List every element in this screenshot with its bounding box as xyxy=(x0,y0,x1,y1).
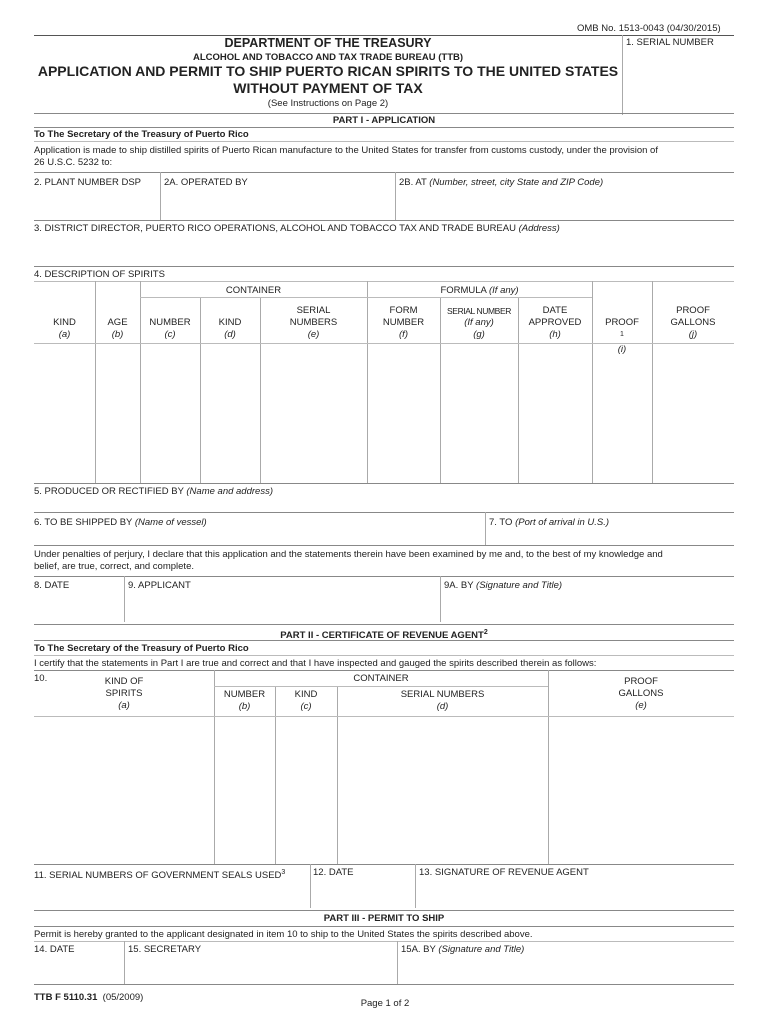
rule xyxy=(34,624,734,625)
field-2-label: 2. PLANT NUMBER DSP xyxy=(34,177,141,188)
col-serial-e: SERIAL NUMBERS (e) xyxy=(289,305,338,340)
rule xyxy=(34,640,734,641)
header-bottom-line xyxy=(34,716,734,717)
col-proof-gallons-j: PROOF GALLONS (j) xyxy=(670,305,716,340)
rule xyxy=(34,281,734,282)
rule xyxy=(34,141,734,142)
field-4-label: 4. DESCRIPTION OF SPIRITS xyxy=(34,269,165,280)
divider xyxy=(395,172,396,220)
application-date-input[interactable] xyxy=(34,593,122,619)
operated-by-input[interactable] xyxy=(162,190,393,218)
field-13-label: 13. SIGNATURE OF REVENUE AGENT xyxy=(419,867,589,878)
serial-number-field[interactable] xyxy=(624,48,734,110)
form-number: TTB F 5110.31 (05/2009) xyxy=(34,992,144,1003)
port-of-arrival-input[interactable] xyxy=(487,530,734,544)
field-9-label: 9. APPLICANT xyxy=(128,580,191,591)
rule xyxy=(34,670,734,671)
rule xyxy=(34,512,734,513)
rule xyxy=(34,864,734,865)
container-heading: CONTAINER xyxy=(225,285,282,296)
serial-number-label: 1. SERIAL NUMBER xyxy=(626,37,714,48)
part1-addressee: To The Secretary of the Treasury of Puerto Rico xyxy=(34,129,249,140)
secretary-signature-input[interactable] xyxy=(399,956,734,982)
divider xyxy=(397,941,398,984)
rule xyxy=(34,545,734,546)
certify-statement: I certify that the statements in Part I are true and correct and that I have inspected and gauged the spirits described therein as follows: xyxy=(34,658,597,669)
col-proof-i: PROOF $^1$ (i) xyxy=(605,317,639,356)
field-15a-label: 15A. BY (Signature and Title) xyxy=(401,944,525,955)
bureau-title: ALCOHOL AND TOBACCO AND TAX TRADE BUREAU (TTB) xyxy=(192,52,464,63)
field-10-label: 10. xyxy=(34,673,48,684)
rule xyxy=(34,984,734,985)
part1-intro: Application is made to ship distilled spirits of Puerto Rican manufacture to the United States for transfer from customs custody, under the provision of xyxy=(34,145,658,156)
plant-number-input[interactable] xyxy=(34,190,158,218)
rule xyxy=(34,113,734,114)
form-title-line1: APPLICATION AND PERMIT TO SHIP PUERTO RICAN SPIRITS TO THE UNITED STATES xyxy=(37,63,619,79)
agent-date-input[interactable] xyxy=(312,880,413,906)
field-5-label: 5. PRODUCED OR RECTIFIED BY (Name and address) xyxy=(34,486,273,497)
field-11-label: 11. SERIAL NUMBERS OF GOVERNMENT SEALS USED$^3$ xyxy=(34,869,286,882)
rule xyxy=(34,576,734,577)
serial-divider xyxy=(622,35,623,115)
seal-numbers-input[interactable] xyxy=(34,880,308,906)
secretary-input[interactable] xyxy=(126,956,395,982)
field-15-label: 15. SECRETARY xyxy=(128,944,202,955)
rule xyxy=(34,266,734,267)
col-number-c: NUMBER (c) xyxy=(149,317,191,340)
formula-heading: FORMULA (If any) xyxy=(440,285,519,296)
part2-addressee: To The Secretary of the Treasury of Puerto Rico xyxy=(34,643,249,654)
applicant-signature-input[interactable] xyxy=(442,593,734,619)
col-kind-c: KIND (c) xyxy=(294,689,318,712)
rule xyxy=(34,655,734,656)
subhead-line xyxy=(140,297,592,298)
col-serial-g: SERIAL NUMBER (If any) (g) xyxy=(447,306,511,340)
rule xyxy=(34,483,734,484)
revenue-agent-signature-input[interactable] xyxy=(417,880,734,906)
subhead-line xyxy=(214,686,548,687)
col-number-b: NUMBER (b) xyxy=(223,689,266,712)
perjury-statement-cont: belief, are true, correct, and complete. xyxy=(34,561,194,572)
col-proof-gallons-e: PROOF GALLONS (e) xyxy=(618,676,664,711)
perjury-statement: Under penalties of perjury, I declare that this application and the statements therein have been examined by me and, to the best of my knowledge and xyxy=(34,549,663,560)
field-2a-label: 2A. OPERATED BY xyxy=(164,177,248,188)
field-3-label: 3. DISTRICT DIRECTOR, PUERTO RICO OPERATIONS, ALCOHOL AND TOBACCO TAX AND TRADE BUREAU (Address) xyxy=(34,223,560,234)
col-serial-numbers-d: SERIAL NUMBERS (d) xyxy=(400,689,485,712)
rule xyxy=(34,127,734,128)
applicant-input[interactable] xyxy=(126,593,438,619)
part1-heading: PART I - APPLICATION xyxy=(332,115,436,126)
divider xyxy=(485,512,486,545)
divider xyxy=(160,172,161,220)
permit-date-input[interactable] xyxy=(34,956,122,982)
field-12-label: 12. DATE xyxy=(313,867,354,878)
part1-intro-cont: 26 U.S.C. 5232 to: xyxy=(34,157,113,168)
divider xyxy=(124,576,125,622)
rule xyxy=(34,910,734,911)
rule xyxy=(34,220,734,221)
col-kind-a: KIND (a) xyxy=(53,317,76,340)
at-address-input[interactable] xyxy=(397,190,734,218)
department-title: DEPARTMENT OF THE TREASURY xyxy=(224,36,432,50)
part2-heading: PART II - CERTIFICATE OF REVENUE AGENT$^2$ xyxy=(280,629,488,642)
page-number: Page 1 of 2 xyxy=(360,998,410,1009)
divider xyxy=(124,941,125,984)
instructions-note: (See Instructions on Page 2) xyxy=(267,98,389,109)
col-kind-d: KIND (d) xyxy=(218,317,242,340)
col-date-h: DATE APPROVED (h) xyxy=(528,305,582,340)
produced-by-input[interactable] xyxy=(34,498,734,510)
field-14-label: 14. DATE xyxy=(34,944,75,955)
part2-container-heading: CONTAINER xyxy=(353,673,409,684)
omb-number: OMB No. 1513-0043 (04/30/2015) xyxy=(577,23,721,34)
shipped-by-input[interactable] xyxy=(34,530,483,544)
field-6-label: 6. TO BE SHIPPED BY (Name of vessel) xyxy=(34,517,207,528)
rule xyxy=(34,926,734,927)
district-director-input[interactable] xyxy=(34,235,734,265)
part3-heading: PART III - PERMIT TO SHIP xyxy=(323,913,445,924)
gauged-spirits-table-body[interactable] xyxy=(34,718,734,862)
divider xyxy=(440,576,441,622)
field-8-label: 8. DATE xyxy=(34,580,70,591)
permit-statement: Permit is hereby granted to the applicant designated in item 10 to ship to the United States the spirits described above. xyxy=(34,929,533,940)
col-form-f: FORM NUMBER (f) xyxy=(382,305,425,340)
divider xyxy=(415,864,416,908)
rule xyxy=(34,172,734,173)
field-2b-label: 2B. AT (Number, street, city State and ZIP Code) xyxy=(399,177,604,188)
spirits-table-body[interactable] xyxy=(34,345,734,481)
rule xyxy=(34,941,734,942)
divider xyxy=(310,864,311,908)
field-9a-label: 9A. BY (Signature and Title) xyxy=(444,580,563,591)
col-kind-of-spirits-a: KIND OF SPIRITS (a) xyxy=(104,676,144,711)
col-age-b: AGE (b) xyxy=(107,317,128,340)
form-title-line2: WITHOUT PAYMENT OF TAX xyxy=(233,80,423,96)
field-7-label: 7. TO (Port of arrival in U.S.) xyxy=(489,517,610,528)
